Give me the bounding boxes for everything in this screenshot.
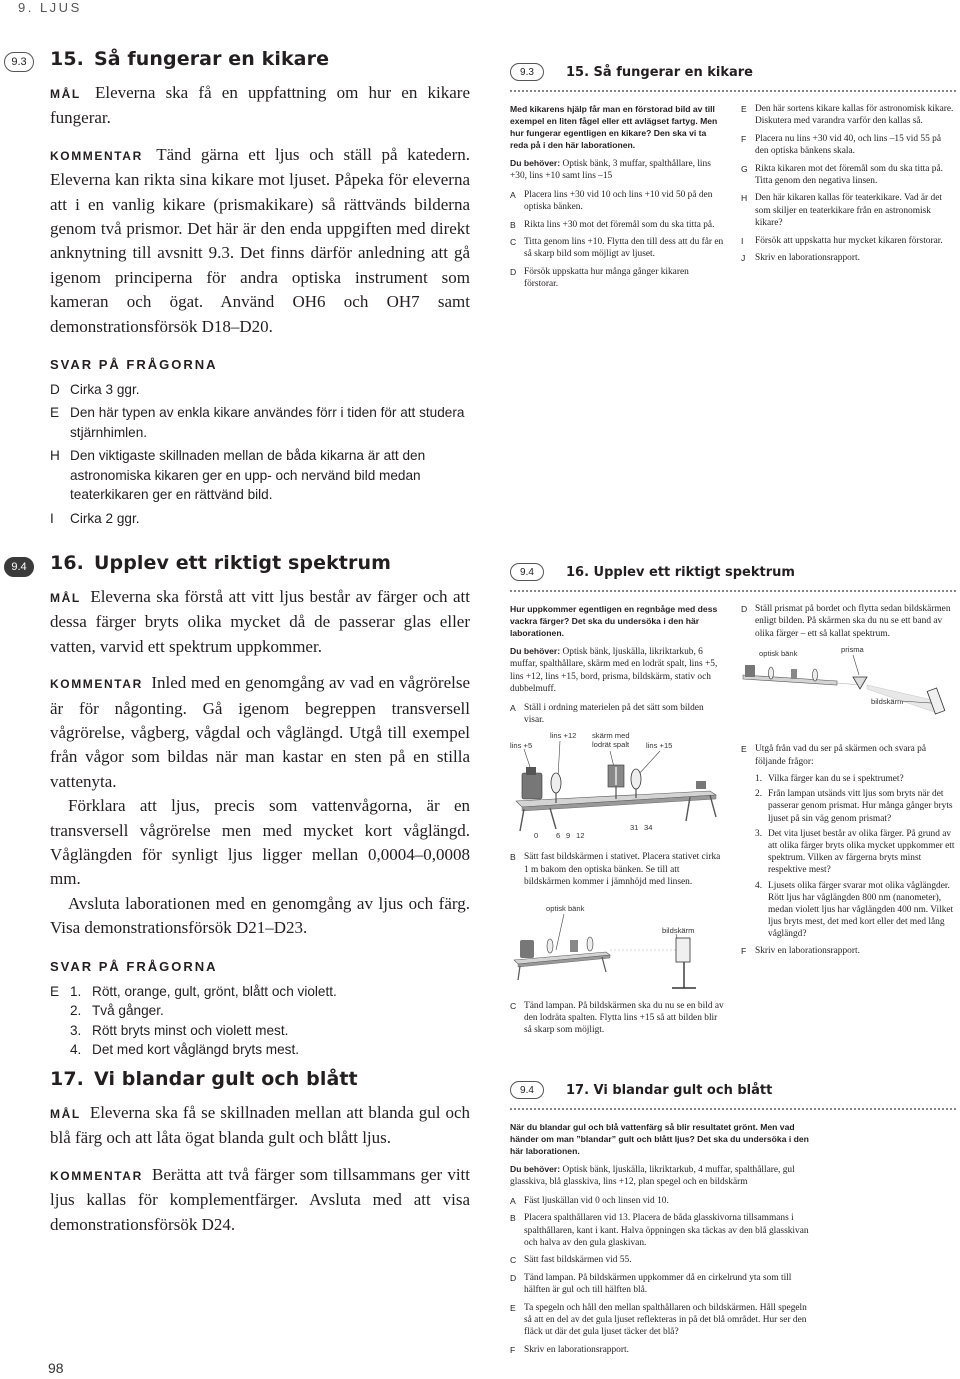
answer-text: Cirka 3 ggr. xyxy=(70,382,140,398)
sub-question-number: 4. xyxy=(755,880,763,891)
dotted-divider xyxy=(510,590,956,593)
goal-label: MÅL xyxy=(50,87,81,101)
goal-label: MÅL xyxy=(50,591,81,605)
sub-question-number: 2. xyxy=(755,789,763,800)
worksheet-title: 17. Vi blandar gult och blått xyxy=(566,1082,773,1098)
figure-label: prisma xyxy=(841,645,864,655)
worksheet-15 xyxy=(510,62,956,296)
comment-paragraph xyxy=(50,143,470,339)
answer-text: Rött bryts minst och violett mest. xyxy=(92,1022,289,1038)
worksheet-step xyxy=(510,1195,810,1207)
materials-text: Optisk bänk, ljuskälla, likriktarkub, 6 muffar, spalthållare, skärm med en lodrät spalt, lins +5, lins +12, lins +15, bord, prisma, bildskärm, stativ och dubbelmuff. xyxy=(510,647,718,695)
sub-question-text: Vilka färger kan du se i spektrumet? xyxy=(768,774,904,785)
scale-mark: 34 xyxy=(644,823,653,833)
sub-question-text: Ljusets olika färger svarar mot olika våglängder. Rött ljus har våglängden 800 nm (nanometer), medan violett ljus har våglängden 400 nm. Vilket ljus bryts mest, det med kort eller det med lång våglängd? xyxy=(768,880,954,940)
section-title-text: Vi blandar gult och blått xyxy=(93,1068,358,1090)
dotted-divider xyxy=(510,90,956,93)
worksheet-intro: Med kikarens hjälp får man en förstorad bild av till exempel en liten fågel eller ett avlägset fartyg. Men hur fungerar egentligen en kikare? Den ska vi ta reda på i den här laborationen. xyxy=(510,104,718,150)
worksheet-step xyxy=(741,133,956,158)
answer-text: Det med kort våglängd bryts mest. xyxy=(92,1041,300,1057)
step-letter: J xyxy=(741,253,746,264)
section-16-notes xyxy=(50,552,470,1059)
worksheet-body xyxy=(510,1121,810,1356)
comment-label: KOMMENTAR xyxy=(50,1168,143,1183)
step-text: Rikta lins +30 mot det föremål som du ska titta på. xyxy=(524,219,715,230)
step-text: Tänd lampan. På bildskärmen uppkommer då en cirkelrund yta som till hälften är gul och till hälften blå. xyxy=(524,1272,792,1296)
step-letter: D xyxy=(741,604,748,614)
answers-heading: SVAR PÅ FRÅGORNA xyxy=(50,357,218,373)
worksheet-step xyxy=(510,189,725,214)
figure-label: lins +12 xyxy=(550,731,577,741)
worksheet-step xyxy=(741,743,956,768)
comment-label: KOMMENTAR xyxy=(50,677,143,692)
answer-item xyxy=(50,982,470,1001)
step-text: Ställ prismat på bordet och flytta sedan bildskärmen enligt bilden. På skärmen ska du nu se ett band av olika färger – ett så kallat spektrum. xyxy=(755,604,951,639)
worksheet-step xyxy=(510,1212,810,1249)
step-text: Placera spalthållaren vid 13. Placera de båda glasskivorna tillsammans i spalthållaren, kant i kant. Halva öppningen ska täckas av den blå glasskivan och halva av den gula glaskivan. xyxy=(524,1213,809,1249)
bench-screen-figure xyxy=(510,894,724,994)
worksheet-column-right xyxy=(741,603,956,1042)
worksheet-step xyxy=(510,1302,810,1339)
worksheet-step xyxy=(741,945,956,957)
section-badge: 9.4 xyxy=(4,557,34,577)
prism-spectrum-drawing xyxy=(741,645,955,735)
comment-paragraph xyxy=(50,1163,470,1237)
step-text: Sätt fast bildskärmen i stativet. Placera stativet cirka 1 m bakom den optiska bänken. Se till att bildskärmen kommer i jämnhöjd med linsen. xyxy=(524,852,721,888)
sub-question-text: Det vita ljuset består av olika färger. På grund av att olika färger bryts olika mycket uppkommer ett spektrum. Vilken av färgerna bryts minst respektive mest? xyxy=(768,828,955,876)
sub-question-number: 3. xyxy=(755,828,763,839)
step-letter: D xyxy=(510,266,517,277)
step-text: Placera lins +30 vid 10 och lins +10 vid 50 på den optiska bänken. xyxy=(524,189,713,213)
worksheet-badge: 9.3 xyxy=(510,63,544,81)
worksheet-column-right xyxy=(741,103,956,296)
sub-question-text: Från lampan utsänds vitt ljus som bryts när det passerar genom prismat. Hur många gånger bryts ljuset på sin väg genom prismat? xyxy=(768,789,953,824)
step-letter: E xyxy=(510,1302,516,1313)
worksheet-step xyxy=(510,1272,810,1297)
comment-text: Inled med en genomgång av vad en vågrörelse är för någonting. Gå igenom begreppen transversell vågrörelse, vågberg, vågdal och våglängd. Utgå till exempel från vågor som bildas när man kastar en sten på en stilla vattenyta. xyxy=(50,673,471,791)
materials-text: Optisk bänk, 3 muffar, spalthållare, lins +30, lins +10 samt lins –15 xyxy=(510,159,711,182)
answer-item xyxy=(50,1001,470,1020)
sub-question xyxy=(741,788,956,825)
answer-item xyxy=(50,380,470,399)
goal-text: Eleverna ska förstå att vitt ljus består av färger och att dessa färger bryts olika mycket då de passerar glas eller vatten, varvid ett spektrum uppkommer. xyxy=(50,587,471,656)
worksheet-step xyxy=(510,851,725,888)
answer-text: Två gånger. xyxy=(92,1003,164,1019)
goal-paragraph xyxy=(50,81,470,131)
materials-label: Du behöver: xyxy=(510,158,561,168)
answer-text: Rött, orange, gult, grönt, blått och violett. xyxy=(92,983,337,999)
section-title xyxy=(50,1068,470,1090)
section-title xyxy=(50,48,470,70)
step-text: Titta genom lins +10. Flytta den till dess att du får en så skarp bild som möjligt av ljuset. xyxy=(524,237,724,260)
answer-item xyxy=(50,1040,470,1059)
bench-screen-drawing xyxy=(510,894,724,994)
scale-mark: 31 xyxy=(630,823,639,833)
answer-item xyxy=(50,403,470,442)
answer-text: Den här typen av enkla kikare användes förr i tiden för att studera stjärnhimlen. xyxy=(70,405,465,440)
answer-item xyxy=(50,1021,470,1040)
step-letter: C xyxy=(510,237,517,248)
step-letter: E xyxy=(741,104,747,114)
section-number: 15. xyxy=(50,48,84,70)
step-text: Skriv en laborationsrapport. xyxy=(524,1344,629,1355)
worksheet-step xyxy=(510,1344,810,1356)
figure-label: lins +5 xyxy=(510,741,533,751)
answer-item xyxy=(50,446,470,504)
answer-letter: I xyxy=(50,510,54,526)
worksheet-16 xyxy=(510,562,956,1042)
worksheet-step xyxy=(741,103,956,128)
answer-text: Den viktigaste skillnaden mellan de båda kikarna är att den astronomiska kikaren ger en upp- och nervänd bild medan teaterkikaren ger en rättvänd bild. xyxy=(70,448,426,503)
comment-paragraph xyxy=(50,671,470,794)
step-text: Den här kikaren kallas för teaterkikare. Vad är det som skiljer en teaterkikare från en astronomisk kikare? xyxy=(755,193,942,229)
materials xyxy=(510,157,725,183)
scale-mark: 0 xyxy=(534,831,539,841)
step-letter: A xyxy=(510,1195,516,1206)
figure-label: bildskärm xyxy=(662,925,695,935)
worksheet-header xyxy=(510,62,956,82)
step-text: Skriv en laborationsrapport. xyxy=(755,253,860,264)
step-text: Ställ i ordning materielen på det sätt som bilden visar. xyxy=(524,702,704,726)
figure-label: bildskärm xyxy=(871,697,904,707)
goal-text: Eleverna ska få en uppfattning om hur en kikare fungerar. xyxy=(50,83,470,128)
worksheet-badge: 9.4 xyxy=(510,563,544,581)
worksheet-step xyxy=(510,1254,810,1266)
step-letter: G xyxy=(741,163,748,174)
worksheet-step xyxy=(510,1000,725,1037)
worksheet-header xyxy=(510,562,956,582)
figure-label: skärm med lodrät spalt xyxy=(592,731,630,750)
goal-paragraph xyxy=(50,1101,470,1151)
sub-question xyxy=(741,828,956,877)
step-text: Placera nu lins +30 vid 40, och lins –15 vid 55 på den optiska bänkens skala. xyxy=(755,133,941,157)
answer-text: Cirka 2 ggr. xyxy=(70,510,140,526)
worksheet-column-left xyxy=(510,103,725,296)
comment-paragraph-3: Avsluta laborationen med en genomgång av ljus och färg. Visa demonstrationsförsök D21–D23. xyxy=(50,893,470,938)
step-text: Fäst ljuskällan vid 0 och linsen vid 10. xyxy=(524,1195,669,1206)
answers-heading: SVAR PÅ FRÅGORNA xyxy=(50,958,218,974)
step-text: Rikta kikaren mot det föremål som du ska titta på. Titta genom den negativa linsen. xyxy=(755,163,943,187)
worksheet-step xyxy=(741,192,956,229)
step-letter: A xyxy=(510,189,516,200)
scale-mark: 6 xyxy=(556,831,561,841)
goal-paragraph xyxy=(50,585,470,659)
figure-label: optisk bänk xyxy=(759,649,798,659)
section-number: 17. xyxy=(50,1068,84,1090)
answer-number: 4. xyxy=(70,1041,82,1057)
scale-mark: 12 xyxy=(576,831,585,841)
step-letter: D xyxy=(510,1272,517,1283)
answer-letter: E xyxy=(50,983,60,999)
answer-number: 3. xyxy=(70,1022,82,1038)
answer-number: 1. xyxy=(70,983,82,999)
step-letter: C xyxy=(510,1255,517,1266)
worksheet-step xyxy=(510,219,725,231)
section-17-notes xyxy=(50,1068,470,1237)
answer-letter: H xyxy=(50,448,60,464)
figure-label: lins +15 xyxy=(646,741,673,751)
goal-text: Eleverna ska få se skillnaden mellan att blanda gul och blå färg och att låta ögat blanda gult och blått ljus. xyxy=(50,1103,470,1148)
worksheet-step xyxy=(741,603,956,640)
worksheet-17 xyxy=(510,1080,956,1361)
step-text: Tänd lampan. På bildskärmen ska du nu se en bild av den lodräta spalten. Flytta lins +15 så att bilden blir så skarp som möjligt. xyxy=(524,1000,724,1036)
materials xyxy=(510,1163,810,1189)
comment-label: KOMMENTAR xyxy=(50,148,143,163)
materials-label: Du behöver: xyxy=(510,646,561,656)
sub-question-number: 1. xyxy=(755,774,763,785)
section-number: 16. xyxy=(50,552,84,574)
section-title-text: Så fungerar en kikare xyxy=(93,48,330,70)
optical-bench-figure xyxy=(510,731,724,843)
step-letter: F xyxy=(510,1344,516,1355)
step-text: Försök att uppskatta hur mycket kikaren förstorar. xyxy=(755,235,943,246)
goal-label: MÅL xyxy=(50,1107,81,1121)
section-title-text: Upplev ett riktigt spektrum xyxy=(93,552,391,574)
prism-spectrum-figure xyxy=(741,645,955,735)
step-letter: B xyxy=(510,852,516,863)
step-letter: E xyxy=(741,744,747,755)
scale-mark: 9 xyxy=(566,831,571,841)
running-head: 9. LJUS xyxy=(18,0,82,15)
worksheet-title: 15. Så fungerar en kikare xyxy=(566,64,753,80)
page-number: 98 xyxy=(48,1360,64,1376)
worksheet-columns xyxy=(510,603,956,1042)
sub-question xyxy=(741,773,956,785)
step-text: Utgå från vad du ser på skärmen och svara på följande frågor: xyxy=(755,744,927,767)
worksheet-intro: Hur uppkommer egentligen en regnbåge med dess vackra färger? Det ska du undersöka i den här laborationen. xyxy=(510,604,718,638)
worksheet-badge: 9.4 xyxy=(510,1081,544,1099)
worksheet-step xyxy=(510,702,725,727)
section-15-notes xyxy=(50,48,470,532)
sub-question xyxy=(741,880,956,941)
comment-paragraph-2: Förklara att ljus, precis som vattenvågorna, är en transversell vågrörelse men med mycket kort våglängd. Våglängden för synligt ljus ligger mellan 0,0004–0,0008 mm. xyxy=(50,796,470,889)
worksheet-step xyxy=(741,163,956,188)
worksheet-columns xyxy=(510,103,956,296)
step-letter: C xyxy=(510,1000,517,1011)
worksheet-title: 16. Upplev ett riktigt spektrum xyxy=(566,564,795,580)
step-text: Försök uppskatta hur många gånger kikaren förstorar. xyxy=(524,266,689,290)
worksheet-step xyxy=(510,266,725,291)
worksheet-step xyxy=(741,235,956,247)
worksheet-column-left xyxy=(510,603,725,1042)
step-text: Sätt fast bildskärmen vid 55. xyxy=(524,1255,632,1266)
section-badge: 9.3 xyxy=(4,52,34,72)
step-letter: B xyxy=(510,1213,516,1224)
step-letter: I xyxy=(741,235,744,246)
worksheet-step xyxy=(510,236,725,261)
step-letter: A xyxy=(510,702,516,713)
materials-label: Du behöver: xyxy=(510,1164,561,1174)
step-letter: H xyxy=(741,193,748,204)
step-text: Skriv en laborationsrapport. xyxy=(755,945,860,956)
step-text: Ta spegeln och håll den mellan spalthållaren och bildskärmen. Håll spegeln så att en del av det gula ljuset reflekteras in på det blå området. Hur ser den fläck ut där det gula ljuset täcker det blå? xyxy=(524,1302,807,1338)
materials xyxy=(510,645,725,696)
step-letter: F xyxy=(741,945,747,956)
comment-text: Tänd gärna ett ljus och ställ på katedern. Eleverna kan rikta sina kikare mot ljuset. Påpeka för eleverna att i en vanlig kikare (prismakikare) så rättvänds bilderna genom två prismor. Det här är den enda uppgiften med direkt anknytning till avsnitt 9.3. Det finns därför anledning att gå igenom principerna för andra optiska instrument som kameran och ögat. Använd OH6 och OH7 samt demonstrationsförsök D18–D20. xyxy=(50,144,470,336)
answer-number: 2. xyxy=(70,1003,82,1019)
worksheet-header xyxy=(510,1080,956,1100)
dotted-divider xyxy=(510,1108,956,1111)
step-letter: B xyxy=(510,219,516,230)
answer-letter: E xyxy=(50,405,60,421)
figure-label: optisk bänk xyxy=(546,903,585,913)
worksheet-intro: När du blandar gul och blå vattenfärg så blir resultatet grönt. Men vad händer om man ”blandar” gult och blått ljus? Det ska du undersöka i den här laborationen. xyxy=(510,1122,809,1156)
section-title xyxy=(50,552,470,574)
step-text: Den här sortens kikare kallas för astronomisk kikare. Diskutera med varandra varför den kallas så. xyxy=(755,104,954,127)
comment-text: Berätta att två färger som tillsammans ger vitt ljus kallas för komplementfärger. Avsluta med att visa demonstrationsförsök D24. xyxy=(50,1164,470,1234)
worksheet-step xyxy=(741,252,956,264)
materials-text: Optisk bänk, ljuskälla, likriktarkub, 4 muffar, spalthållare, gul glasskiva, blå glasskiva, lins +12, plan spegel och en bildskärm xyxy=(510,1165,795,1188)
optical-bench-drawing xyxy=(510,731,724,843)
answer-item xyxy=(50,509,470,528)
step-letter: F xyxy=(741,133,747,144)
answer-letter: D xyxy=(50,382,60,398)
